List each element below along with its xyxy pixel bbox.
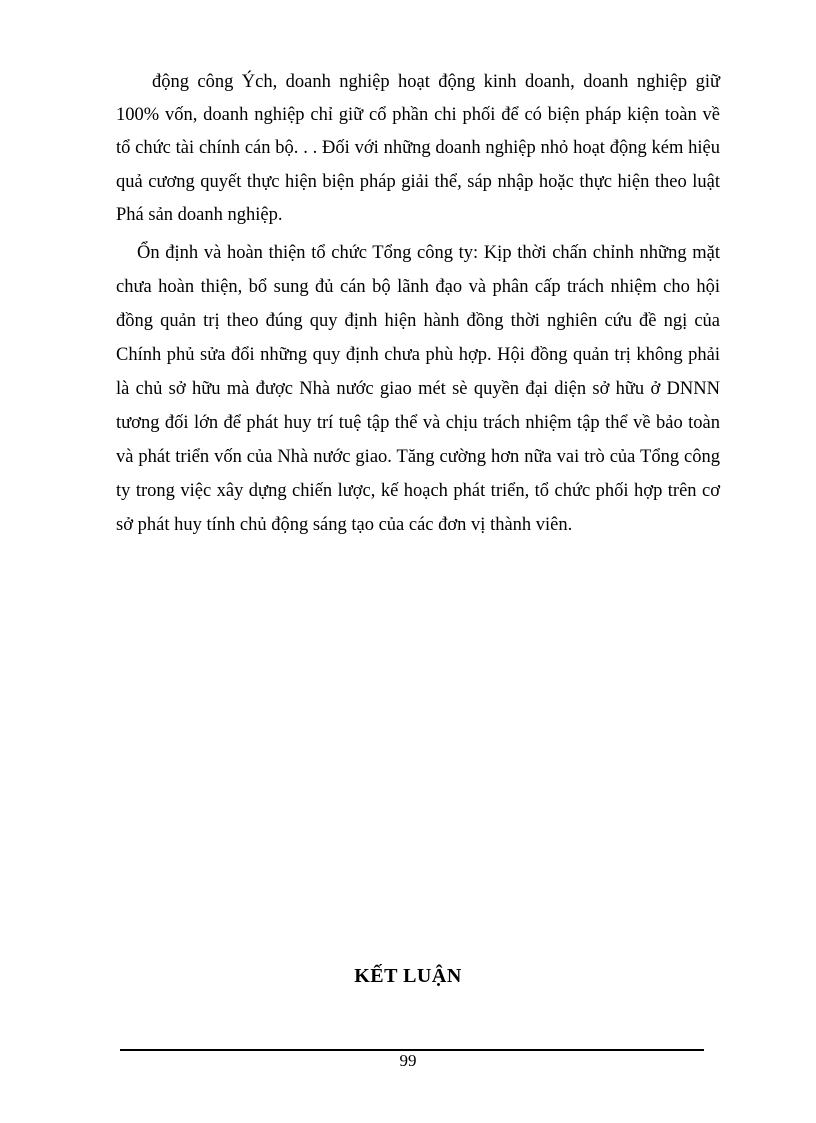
paragraph-2-line-4: Chính phủ sửa đổi những quy định chưa phù hợp. Hội đồng quản trị không phải (116, 345, 720, 365)
paragraph-1-line-1: động công Ých, doanh nghiệp hoạt động kinh doanh, doanh nghiệp giữ (152, 72, 720, 92)
section-heading: KẾT LUẬN (354, 965, 462, 987)
paragraph-2-line-1: Ổn định và hoàn thiện tổ chức Tổng công ty: Kịp thời chấn chỉnh những mặt (137, 243, 720, 263)
paragraph-2-line-3: đồng quản trị theo đúng quy định hiện hành đồng thời nghiên cứu đề ngị của (116, 311, 720, 331)
paragraph-1-line-3: tổ chức tài chính cán bộ. . . Đối với những doanh nghiệp nhỏ hoạt động kém hiệu (116, 138, 720, 158)
page-number: 99 (399, 1051, 417, 1070)
paragraph-1-line-4: quả cương quyết thực hiện biện pháp giải thể, sáp nhập hoặc thực hiện theo luật (116, 172, 720, 192)
paragraph-2-line-2: chưa hoàn thiện, bổ sung đủ cán bộ lãnh đạo và phân cấp trách nhiệm cho hội (116, 277, 720, 297)
paragraph-2-line-7: và phát triển vốn của Nhà nước giao. Tăng cường hơn nữa vai trò của Tổng công (116, 447, 720, 467)
paragraph-2-line-8: ty trong việc xây dựng chiến lược, kế hoạch phát triển, tổ chức phối hợp trên cơ (116, 481, 720, 501)
paragraph-1-line-2: 100% vốn, doanh nghiệp chỉ giữ cổ phần chi phối để có biện pháp kiện toàn về (116, 105, 720, 125)
paragraph-2-line-5: là chủ sở hữu mà được Nhà nước giao mét sè quyền đại diện sở hữu ở DNNN (116, 379, 720, 399)
paragraph-1-line-5: Phá sản doanh nghiệp. (116, 205, 283, 225)
paragraph-2-line-6: tương đối lớn để phát huy trí tuệ tập thể và chịu trách nhiệm tập thể về bảo toàn (116, 413, 720, 433)
paragraph-2-line-9: sở phát huy tính chủ động sáng tạo của các đơn vị thành viên. (116, 515, 573, 535)
